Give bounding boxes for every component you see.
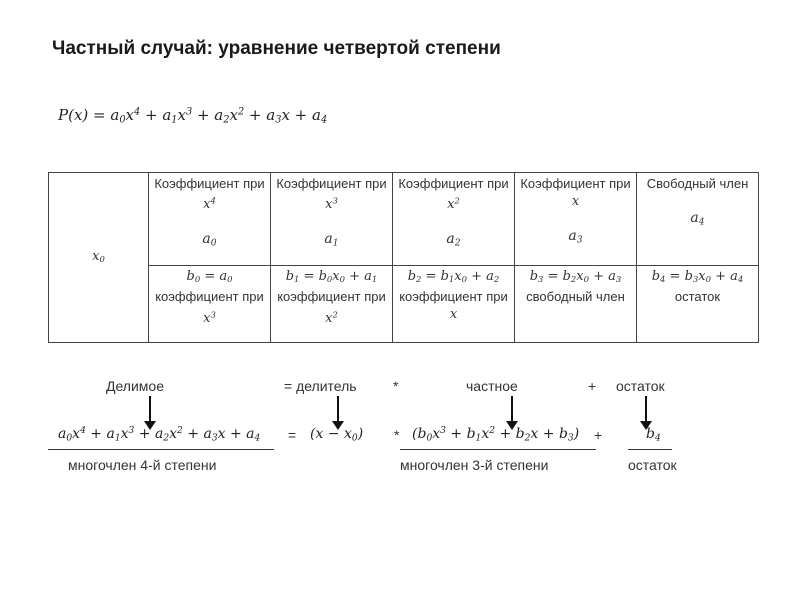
header-label: Коэффициент при	[276, 176, 387, 191]
header-cell-free	[637, 173, 759, 266]
word-remainder: остаток	[616, 378, 665, 394]
coef-a2: $a_2$	[446, 230, 461, 248]
header-cell-x	[515, 173, 637, 266]
word-plus: +	[588, 378, 597, 394]
arrow-quotient-icon	[511, 396, 513, 422]
coef-a4: $a_4$	[690, 210, 705, 228]
header-label: Коэффициент при	[398, 176, 509, 191]
result-cell-b4	[637, 266, 759, 343]
underline-quotient	[400, 449, 596, 450]
header-text-x3: Коэффициент при $x^3$	[276, 176, 387, 212]
result-label-b1: коэффициент при $x^2$	[277, 289, 386, 326]
formula-times: *	[394, 427, 400, 443]
header-text-x2: Коэффициент при $x^2$	[398, 176, 509, 212]
result-cell-b2	[393, 266, 515, 343]
formula-eq: =	[288, 427, 297, 443]
caption-quotient: многочлен 3-й степени	[400, 457, 549, 473]
arrow-remainder-icon	[645, 396, 647, 422]
header-label: Коэффициент при	[520, 176, 631, 191]
result-formula-b0: $b_0 = a_0$	[186, 269, 233, 285]
word-times: *	[393, 378, 399, 394]
header-text-free: Свободный член	[646, 176, 749, 191]
underline-dividend	[48, 449, 274, 450]
word-divisor: = делитель	[284, 378, 357, 394]
arrow-dividend-icon	[149, 396, 151, 422]
coef-a3: $a_3$	[568, 228, 583, 246]
word-quotient: частное	[466, 378, 518, 394]
formula-remainder: $b_4$	[646, 426, 661, 444]
caption-dividend: многочлен 4-й степени	[68, 457, 217, 473]
header-label: Коэффициент при	[154, 176, 265, 191]
result-formula-b1: $b_1 = b_0x_0 + a_1$	[285, 269, 378, 285]
coef-a1: $a_1$	[324, 230, 339, 248]
header-cell-x4	[149, 173, 271, 266]
result-label-b4: остаток	[674, 289, 721, 305]
result-cell-b3	[515, 266, 637, 343]
coef-a0: $a_0$	[202, 230, 217, 248]
result-cell-b0	[149, 266, 271, 343]
formula-dividend: $a_0x^4 + a_1x^3 + a_2x^2 + a_3x + a_4$	[58, 426, 261, 444]
result-formula-b4: $b_4 = b_3x_0 + a_4$	[651, 269, 744, 285]
result-formula-b2: $b_2 = b_1x_0 + a_2$	[407, 269, 500, 285]
header-text-x	[517, 175, 634, 210]
header-power: x	[571, 194, 580, 209]
result-label-b2: коэффициент при x	[399, 289, 508, 323]
formula-quotient: $(b_0x^3 + b_1x^2 + b_2x + b_3)$	[412, 426, 580, 444]
word-dividend: Делимое	[106, 378, 164, 394]
header-cell-x2	[393, 173, 515, 266]
result-label-b3: свободный член	[526, 289, 625, 305]
formula-divisor: $(x - x_0)$	[310, 426, 364, 444]
result-cell-b1	[271, 266, 393, 343]
header-text-x4: Коэффициент при $x^4$	[154, 176, 265, 212]
division-scheme	[48, 372, 788, 482]
horner-table	[48, 172, 759, 343]
x0-cell: $x_0$	[49, 173, 149, 343]
formula-plus: +	[594, 427, 603, 443]
result-formula-b3: $b_3 = b_2x_0 + a_3$	[529, 269, 622, 285]
caption-remainder: остаток	[628, 457, 677, 473]
underline-remainder	[628, 449, 672, 450]
slide-title: Частный случай: уравнение четвертой степени	[52, 38, 501, 59]
polynomial-formula: $P(x) = a_0x^4 + a_1x^3 + a_2x^2 + a_3x + a_4$	[58, 106, 328, 126]
arrow-divisor-icon	[337, 396, 339, 422]
result-label-b0: коэффициент при $x^3$	[155, 289, 264, 326]
header-cell-x3	[271, 173, 393, 266]
